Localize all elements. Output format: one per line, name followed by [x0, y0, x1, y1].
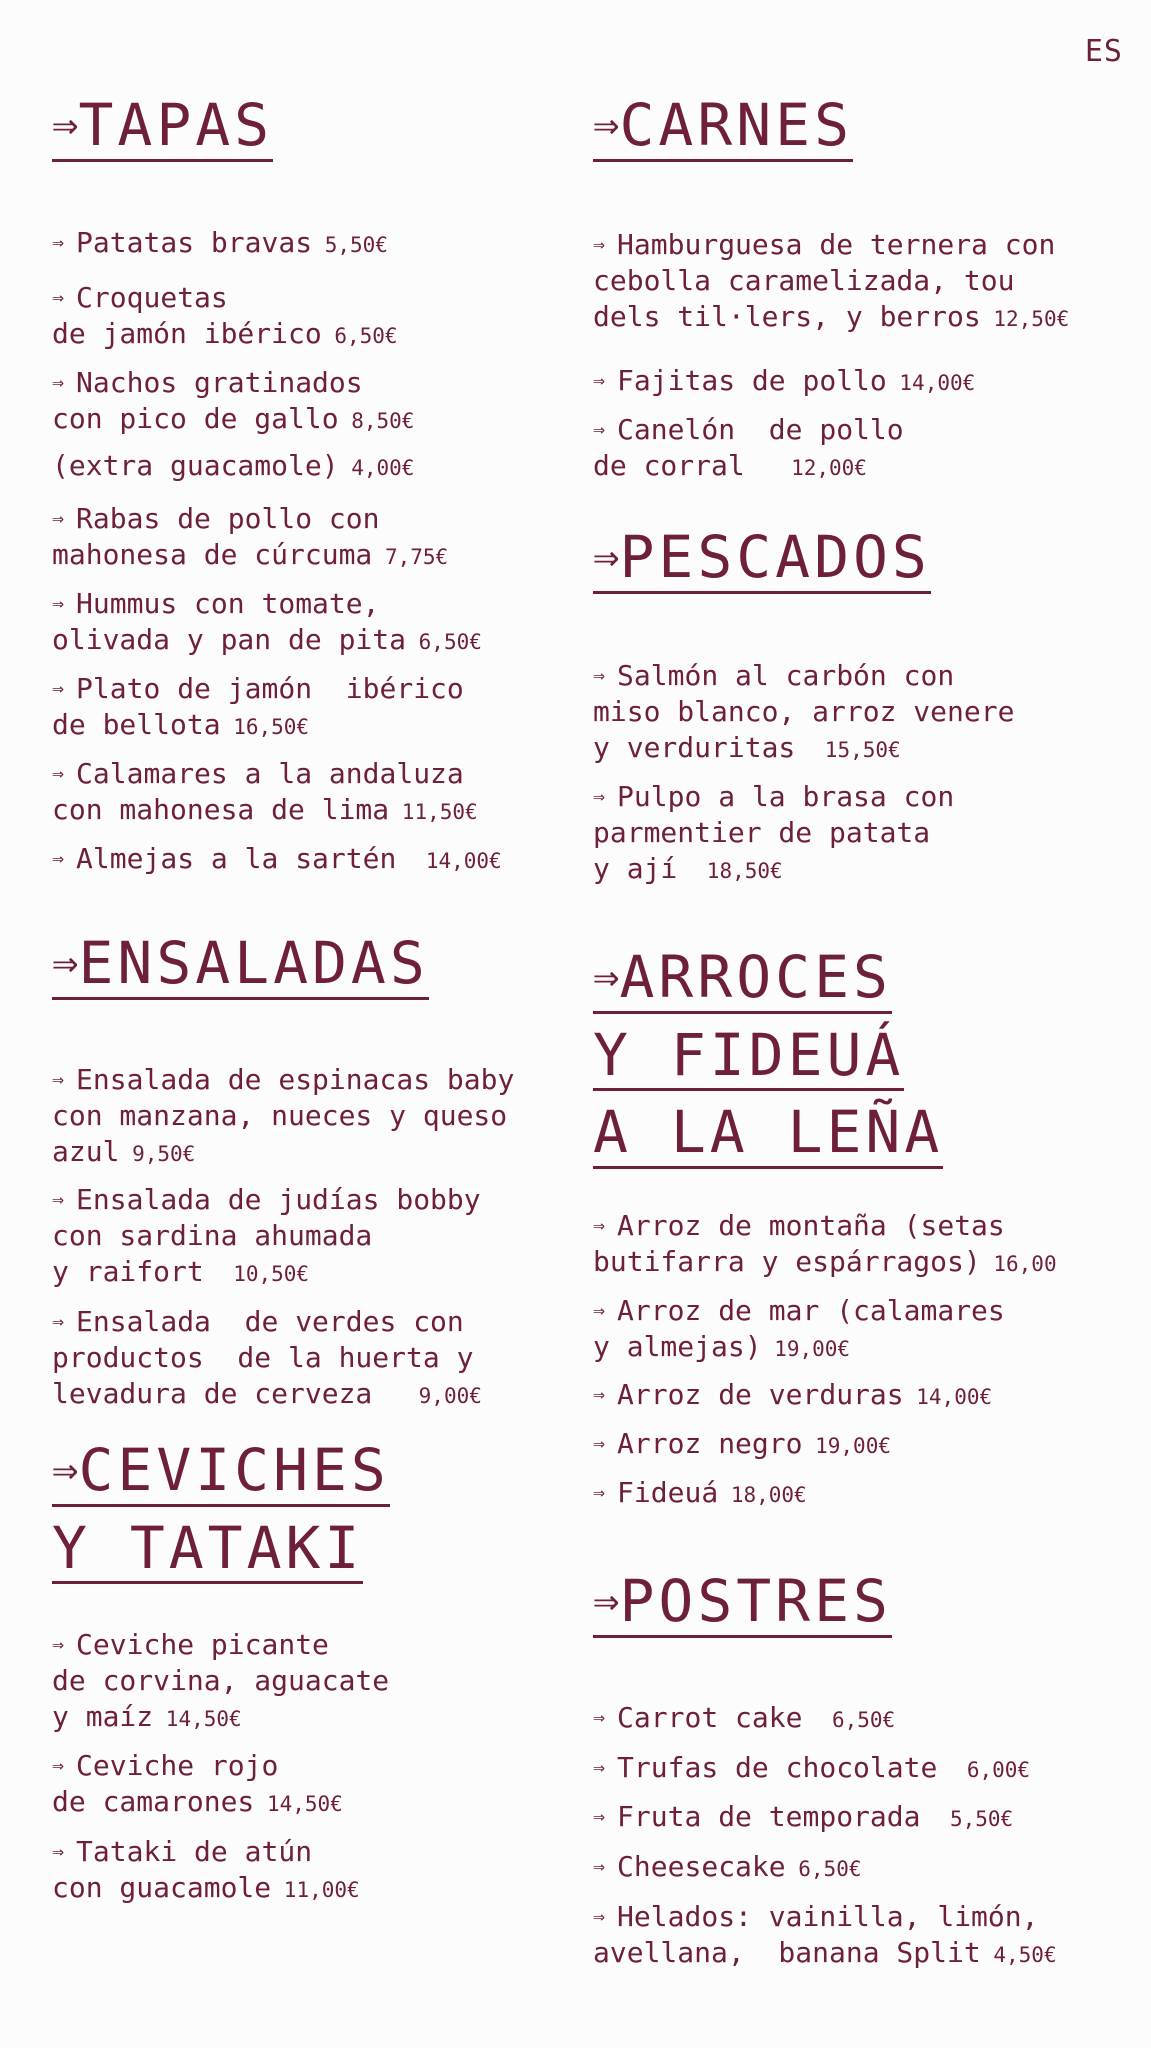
menu-item	[593, 1425, 891, 1464]
heading-text: POSTRES	[619, 1567, 892, 1635]
menu-item-text: azul	[52, 1135, 120, 1168]
heading-text: PESCADOS	[619, 523, 931, 591]
menu-item-text: cebolla caramelizada, tou	[593, 264, 1015, 297]
menu-item-text: Tataki de atún	[76, 1835, 313, 1868]
arrow-icon: ⇒	[52, 1309, 65, 1333]
menu-item	[52, 1061, 514, 1172]
menu-item	[52, 279, 398, 354]
menu-item	[593, 1207, 1057, 1282]
arrow-icon: ⇒	[52, 761, 65, 785]
arrow-icon: ⇒	[593, 1904, 606, 1928]
menu-item-text: y raifort	[52, 1255, 221, 1288]
arrow-icon: ⇒	[593, 951, 620, 1002]
menu-item-text: Plato de jamón ibérico	[76, 672, 464, 705]
menu-item	[52, 1747, 343, 1822]
menu-item-price: 4,50€	[980, 1943, 1057, 1967]
arrow-icon: ⇒	[52, 1067, 65, 1091]
menu-item-text: Fruta de temporada	[617, 1800, 938, 1833]
menu-item-price: 16,00	[980, 1252, 1057, 1276]
arrow-icon: ⇒	[593, 1480, 606, 1504]
menu-item-text: y ají	[593, 852, 695, 885]
menu-item	[593, 1798, 1013, 1837]
menu-item-text: Patatas bravas	[76, 226, 313, 259]
menu-item-text: dels til·lers, y berros	[593, 300, 981, 333]
menu-item-text: butifarra y espárragos)	[593, 1245, 981, 1278]
arrow-icon: ⇒	[593, 531, 620, 582]
menu-item	[52, 1303, 482, 1414]
menu-item-price: 14,00€	[903, 1385, 993, 1409]
menu-item-text: con manzana, nueces y queso	[52, 1099, 508, 1132]
menu-item-text: con pico de gallo	[52, 402, 339, 435]
menu-item-price: 18,50€	[694, 859, 783, 883]
menu-item-text: Ceviche rojo	[76, 1749, 279, 1782]
menu-item-price: 10,50€	[220, 1262, 310, 1286]
menu-item	[593, 1848, 861, 1887]
arrow-icon: ⇒	[593, 1431, 606, 1455]
heading-line	[593, 524, 931, 594]
menu-item-price: 11,00€	[271, 1878, 360, 1902]
arrow-icon: ⇒	[52, 370, 65, 394]
arrow-icon: ⇒	[593, 368, 606, 392]
menu-item-text: parmentier de patata	[593, 816, 931, 849]
menu-item-text: y maíz	[52, 1700, 154, 1733]
heading-line	[52, 930, 429, 1000]
menu-item-text: levadura de cerveza	[52, 1377, 407, 1410]
menu-item-price: 16,50€	[220, 715, 310, 739]
menu-item-price: 19,00€	[761, 1337, 851, 1361]
section-heading-carnes	[593, 92, 853, 170]
arrow-icon: ⇒	[593, 1804, 606, 1828]
menu-item-text: de bellota	[52, 708, 221, 741]
menu-item-price: 4,00€	[338, 456, 415, 480]
menu-item-text: de camarones	[52, 1785, 255, 1818]
arrow-icon: ⇒	[593, 1755, 606, 1779]
menu-item-text: Ceviche picante	[76, 1628, 329, 1661]
menu-item	[593, 1292, 1005, 1367]
menu-item	[593, 362, 975, 401]
menu-item	[593, 657, 1014, 768]
menu-item-price: 18,00€	[718, 1483, 807, 1507]
menu-item	[52, 840, 502, 879]
arrow-icon: ⇒	[593, 663, 606, 687]
menu-item	[593, 778, 954, 889]
menu-item-price: 14,50€	[254, 1792, 343, 1816]
menu-item-price: 14,00€	[886, 371, 976, 395]
arrow-icon: ⇒	[52, 1444, 79, 1495]
menu-item-text: Arroz negro	[617, 1427, 803, 1460]
heading-text: CARNES	[619, 91, 854, 159]
menu-item	[52, 364, 414, 439]
menu-item-text: Arroz de montaña (setas	[617, 1209, 1005, 1242]
menu-item	[52, 1181, 481, 1292]
menu-item-text: avellana, banana Split	[593, 1936, 981, 1969]
arrow-icon: ⇒	[52, 1187, 65, 1211]
arrow-icon: ⇒	[52, 99, 79, 150]
menu-item-price: 8,50€	[338, 409, 415, 433]
menu-item-text: Calamares a la andaluza	[76, 757, 464, 790]
menu-item-text: Pulpo a la brasa con	[617, 780, 955, 813]
menu-item-text: mahonesa de cúrcuma	[52, 538, 373, 571]
heading-text: Y TATAKI	[52, 1513, 364, 1582]
heading-text: TAPAS	[78, 91, 274, 159]
arrow-icon: ⇒	[52, 676, 65, 700]
menu-item-text: Ensalada de verdes con	[76, 1305, 464, 1338]
heading-line	[52, 1515, 363, 1585]
section-heading-postres	[593, 1568, 892, 1646]
menu-item-text: de corvina, aguacate	[52, 1664, 390, 1697]
heading-line	[593, 944, 892, 1014]
menu-item	[52, 585, 482, 660]
arrow-icon: ⇒	[593, 232, 606, 256]
menu-item-text: Salmón al carbón con	[617, 659, 955, 692]
menu-item-text: Cheesecake	[617, 1850, 786, 1883]
menu-item-text: productos de la huerta y	[52, 1341, 474, 1374]
arrow-icon: ⇒	[52, 1839, 65, 1863]
menu-item-price: 14,50€	[153, 1707, 242, 1731]
arrow-icon: ⇒	[52, 937, 79, 988]
menu-item	[52, 500, 448, 575]
menu-item-text: Ensalada de judías bobby	[76, 1183, 481, 1216]
section-heading-pescados	[593, 524, 931, 602]
menu-item-text: olivada y pan de pita	[52, 623, 407, 656]
heading-line	[593, 92, 853, 162]
menu-item-price: 6,50€	[785, 1857, 862, 1881]
menu-item-price: 14,00€	[413, 849, 502, 873]
heading-line	[52, 1437, 390, 1507]
arrow-icon: ⇒	[593, 417, 606, 441]
menu-item	[52, 224, 388, 263]
menu-item	[593, 1376, 992, 1415]
menu-item	[593, 1474, 807, 1513]
menu-item	[593, 226, 1069, 337]
menu-item	[593, 1749, 1030, 1788]
section-heading-tapas	[52, 92, 273, 170]
menu-item-text: (extra guacamole)	[52, 449, 339, 482]
menu-item	[52, 755, 478, 830]
menu-item-price: 7,75€	[372, 545, 449, 569]
menu-item-price: 15,50€	[812, 738, 901, 762]
menu-item-price: 6,50€	[819, 1708, 896, 1732]
heading-line	[52, 92, 273, 162]
menu-item	[52, 1626, 389, 1737]
arrow-icon: ⇒	[52, 591, 65, 615]
menu-item-price: 11,50€	[389, 800, 478, 824]
arrow-icon: ⇒	[593, 1575, 620, 1626]
menu-item-price: 12,50€	[980, 307, 1070, 331]
language-indicator: ES	[1084, 34, 1123, 69]
heading-text: ARROCES	[619, 943, 892, 1011]
menu-item	[593, 1898, 1057, 1973]
arrow-icon: ⇒	[52, 506, 65, 530]
menu-item-text: miso blanco, arroz venere	[593, 695, 1015, 728]
menu-item-text: de corral	[593, 449, 779, 482]
heading-text: CEVICHES	[78, 1436, 390, 1504]
arrow-icon: ⇒	[593, 1382, 606, 1406]
menu-item-price: 9,00€	[406, 1384, 482, 1408]
arrow-icon: ⇒	[52, 846, 65, 870]
menu-item-text: Trufas de chocolate	[617, 1751, 955, 1784]
menu-item-text: con sardina ahumada	[52, 1219, 373, 1252]
menu-item-text: Almejas a la sartén	[76, 842, 414, 875]
heading-line	[593, 1568, 892, 1638]
menu-item-text: Arroz de mar (calamares	[617, 1294, 1005, 1327]
menu-item-text: Hamburguesa de ternera con	[617, 228, 1056, 261]
menu-item-text: Croquetas	[76, 281, 228, 314]
arrow-icon: ⇒	[52, 285, 65, 309]
menu-item-price: 19,00€	[802, 1434, 891, 1458]
menu-item-text: de jamón ibérico	[52, 317, 322, 350]
heading-line	[593, 1022, 904, 1092]
menu-item-text: Ensalada de espinacas baby	[76, 1063, 515, 1096]
arrow-icon: ⇒	[593, 1705, 606, 1729]
heading-line	[593, 1099, 943, 1169]
menu-item-text: Fideuá	[617, 1476, 719, 1509]
section-heading-ceviches	[52, 1437, 390, 1592]
menu-item-text: y almejas)	[593, 1330, 762, 1363]
menu-item-text: Hummus con tomate,	[76, 587, 380, 620]
menu-item-price: 6,50€	[406, 630, 482, 654]
menu-item-text: Carrot cake	[617, 1701, 820, 1734]
menu-item-text: Fajitas de pollo	[617, 364, 887, 397]
arrow-icon: ⇒	[593, 784, 606, 808]
menu-item-price: 6,50€	[321, 324, 398, 348]
menu-item-text: Canelón de pollo	[617, 413, 904, 446]
menu-item	[593, 1699, 895, 1738]
arrow-icon: ⇒	[593, 1213, 606, 1237]
menu-item-text: y verduritas	[593, 731, 813, 764]
menu-item-text: con mahonesa de lima	[52, 793, 390, 826]
arrow-icon: ⇒	[593, 99, 620, 150]
heading-text: ENSALADAS	[78, 929, 429, 997]
arrow-icon: ⇒	[52, 230, 65, 254]
menu-item-price: 9,50€	[119, 1142, 196, 1166]
menu-item	[593, 411, 904, 486]
menu-item-price: 12,00€	[778, 456, 867, 480]
menu-item-text: Helados: vainilla, limón,	[617, 1900, 1039, 1933]
arrow-icon: ⇒	[593, 1298, 606, 1322]
menu-item-price: 6,00€	[954, 1758, 1031, 1782]
menu-item-text: con guacamole	[52, 1871, 272, 1904]
menu-item-price: 5,50€	[312, 233, 388, 257]
menu-item	[52, 1833, 360, 1908]
arrow-icon: ⇒	[593, 1854, 606, 1878]
section-heading-ensaladas	[52, 930, 429, 1008]
heading-text: Y FIDEUÁ	[593, 1020, 905, 1089]
menu-item-price: 5,50€	[937, 1807, 1014, 1831]
menu-item	[52, 670, 464, 745]
menu-item-text: Nachos gratinados	[76, 366, 363, 399]
menu-item-text: Arroz de verduras	[617, 1378, 904, 1411]
menu-item-text: Rabas de pollo con	[76, 502, 380, 535]
arrow-icon: ⇒	[52, 1632, 65, 1656]
menu-item	[52, 448, 414, 486]
arrow-icon: ⇒	[52, 1753, 65, 1777]
section-heading-arroces	[593, 944, 943, 1177]
heading-text: A LA LEÑA	[593, 1098, 944, 1167]
